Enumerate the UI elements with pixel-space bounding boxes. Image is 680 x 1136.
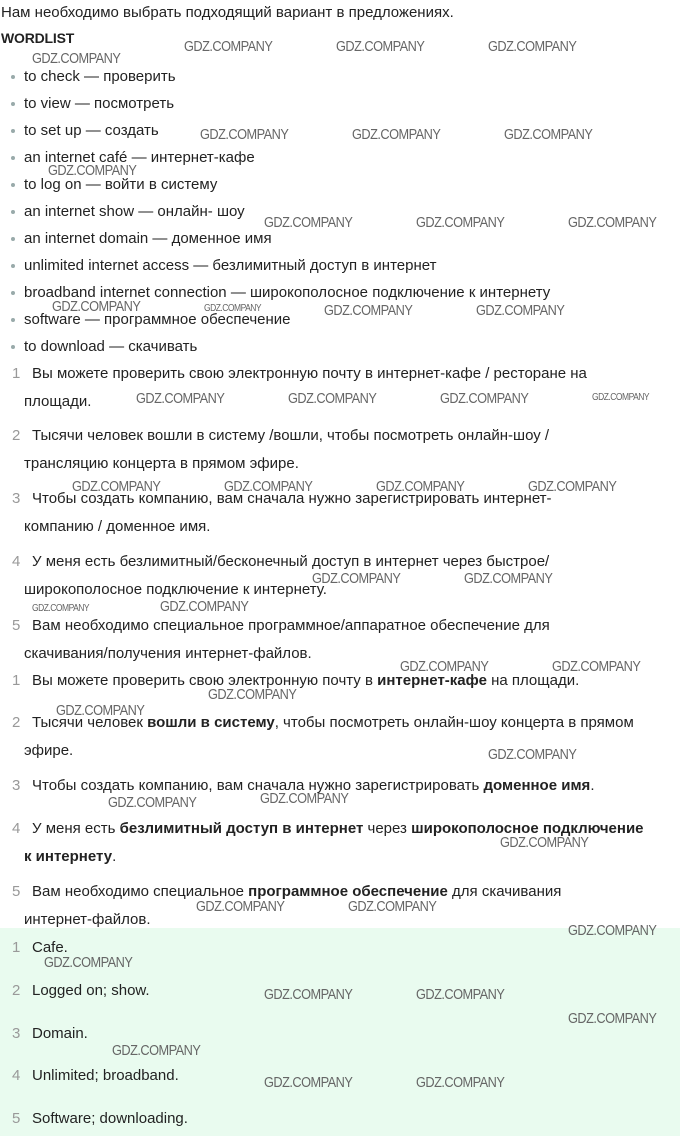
watermark: GDZ.COMPANY [348, 898, 437, 915]
wordlist-item [11, 203, 245, 220]
item-number: 2 [12, 427, 21, 444]
watermark: GDZ.COMPANY [196, 898, 285, 915]
watermark: GDZ.COMPANY [264, 214, 353, 231]
item-line: Вам необходимо специальное программное/аппаратное обеспечение для [32, 617, 550, 634]
wordlist-item-text: to check — проверить [24, 68, 176, 85]
exercise-item [12, 360, 680, 416]
watermark: GDZ.COMPANY [336, 38, 425, 55]
watermark: GDZ.COMPANY [264, 1074, 353, 1091]
watermark: GDZ.COMPANY [44, 954, 133, 971]
item-line: скачивания/получения интернет-файлов. [24, 645, 312, 662]
item-line: широкополосное подключение к интернету. [24, 581, 327, 598]
watermark: GDZ.COMPANY [136, 390, 225, 407]
watermark: GDZ.COMPANY [488, 746, 577, 763]
bullet-icon [11, 264, 15, 268]
item-number: 3 [12, 1025, 21, 1042]
sentence-part: интернет-файлов. [24, 911, 151, 928]
watermark: GDZ.COMPANY [52, 298, 141, 315]
bullet-icon [11, 210, 15, 214]
wordlist-item-text: to download — скачивать [24, 338, 198, 355]
watermark: GDZ.COMPANY [416, 986, 505, 1003]
watermark: GDZ.COMPANY [552, 658, 641, 675]
bullet-icon [11, 75, 15, 79]
item-number: 5 [12, 1110, 21, 1127]
item-number: 1 [12, 365, 21, 382]
item-number: 4 [12, 553, 21, 570]
wordlist-item [11, 68, 176, 85]
bullet-icon [11, 183, 15, 187]
wordlist-item-text: an internet show — онлайн- шоу [24, 203, 245, 220]
sentence-part: , чтобы посмотреть онлайн-шоу концерта в прямом [274, 714, 634, 731]
item-number: 3 [12, 777, 21, 794]
bullet-icon [11, 102, 15, 106]
sentence-part: на площади. [486, 672, 580, 689]
answer-highlight: доменное имя [483, 777, 591, 794]
watermark: GDZ.COMPANY [568, 922, 657, 939]
bullet-icon [11, 345, 15, 349]
watermark: GDZ.COMPANY [476, 302, 565, 319]
item-number: 2 [12, 982, 21, 999]
watermark: GDZ.COMPANY [528, 478, 617, 495]
watermark: GDZ.COMPANY [224, 478, 313, 495]
watermark: GDZ.COMPANY [108, 794, 197, 811]
wordlist-item-text: unlimited internet access — безлимитный доступ в интернет [24, 257, 437, 274]
exercise-item [12, 422, 680, 478]
wordlist-item-text: an internet café — интернет-кафе [24, 149, 255, 166]
item-number: 4 [12, 820, 21, 837]
bullet-icon [11, 129, 15, 133]
item-number: 5 [12, 617, 21, 634]
item-number: 5 [12, 883, 21, 900]
item-number: 1 [12, 939, 21, 956]
item-line: Чтобы создать компанию, вам сначала нужно зарегистрировать интернет- [32, 490, 552, 507]
item-line: площади. [24, 393, 92, 410]
watermark: GDZ.COMPANY [264, 986, 353, 1003]
bullet-icon [11, 291, 15, 295]
watermark: GDZ.COMPANY [568, 1010, 657, 1027]
watermark: GDZ.COMPANY [440, 390, 529, 407]
answer-text: Unlimited; broadband. [32, 1067, 179, 1084]
wordlist-item-text: to log on — войти в систему [24, 176, 218, 193]
answer-text: Cafe. [32, 939, 68, 956]
watermark: GDZ.COMPANY [352, 126, 441, 143]
answer-text: Domain. [32, 1025, 88, 1042]
answer-highlight: программное обеспечение [248, 883, 448, 900]
answer-text: Logged on; show. [32, 982, 150, 999]
answer-item [12, 1024, 88, 1044]
sentence-part: . [112, 848, 117, 865]
bullet-icon [11, 237, 15, 241]
intro-text: Нам необходимо выбрать подходящий вариант в предложениях. [1, 4, 454, 21]
watermark: GDZ.COMPANY [32, 50, 121, 67]
item-number: 1 [12, 672, 21, 689]
watermark: GDZ.COMPANY [416, 214, 505, 231]
sentence-part: Тысячи человек [32, 714, 148, 731]
wordlist-item-text: to set up — создать [24, 122, 159, 139]
sentence-part: Вам необходимо специальное [32, 883, 249, 900]
watermark: GDZ.COMPANY [312, 570, 401, 587]
watermark: GDZ.COMPANY [568, 214, 657, 231]
watermark: GDZ.COMPANY [204, 303, 262, 314]
watermark: GDZ.COMPANY [112, 1042, 201, 1059]
watermark: GDZ.COMPANY [48, 162, 137, 179]
sentence-part: . [590, 777, 595, 794]
sentence-part: У меня есть [32, 820, 120, 837]
watermark: GDZ.COMPANY [500, 834, 589, 851]
item-number: 2 [12, 714, 21, 731]
watermark: GDZ.COMPANY [504, 126, 593, 143]
answer-highlight: интернет-кафе [377, 672, 487, 689]
answer-highlight: к интернету [24, 848, 113, 865]
watermark: GDZ.COMPANY [260, 790, 349, 807]
watermark: GDZ.COMPANY [288, 390, 377, 407]
watermark: GDZ.COMPANY [184, 38, 273, 55]
wordlist-title: WORDLIST [1, 30, 75, 46]
wordlist-item-text: to view — посмотреть [24, 95, 175, 112]
answer-item [12, 1066, 179, 1086]
wordlist-item-text: an internet domain — доменное имя [24, 230, 272, 247]
watermark: GDZ.COMPANY [416, 1074, 505, 1091]
item-line: Вы можете проверить свою электронную почту в интернет-кафе / ресторане на [32, 365, 587, 382]
answer-text: Software; downloading. [32, 1110, 188, 1127]
bullet-icon [11, 318, 15, 322]
sentence-part: для скачивания [447, 883, 562, 900]
watermark: GDZ.COMPANY [160, 598, 249, 615]
wordlist-item [11, 338, 197, 355]
watermark: GDZ.COMPANY [400, 658, 489, 675]
sentence-part: Чтобы создать компанию, вам сначала нужно зарегистрировать [32, 777, 484, 794]
watermark: GDZ.COMPANY [488, 38, 577, 55]
sentence-part: Вы можете проверить свою электронную почту в [32, 672, 378, 689]
wordlist-item [11, 95, 174, 112]
sentence-part: эфире. [24, 742, 74, 759]
watermark: GDZ.COMPANY [200, 126, 289, 143]
watermark: GDZ.COMPANY [464, 570, 553, 587]
watermark: GDZ.COMPANY [72, 478, 161, 495]
sentence-part: через [363, 820, 412, 837]
item-line: компанию / доменное имя. [24, 518, 211, 535]
answer-item [12, 1109, 188, 1129]
watermark: GDZ.COMPANY [208, 686, 297, 703]
wordlist-item [11, 257, 436, 274]
bullet-icon [11, 156, 15, 160]
watermark: GDZ.COMPANY [32, 603, 90, 614]
wordlist-item-text: broadband internet connection — широкополосное подключение к интернету [24, 284, 551, 301]
watermark: GDZ.COMPANY [592, 392, 650, 403]
watermark: GDZ.COMPANY [56, 702, 145, 719]
answer-item [12, 981, 150, 1001]
answer-highlight: вошли в систему [147, 714, 275, 731]
watermark: GDZ.COMPANY [376, 478, 465, 495]
wordlist-item-text: software — программное обеспечение [24, 311, 291, 328]
item-line: У меня есть безлимитный/бесконечный доступ в интернет через быстрое/ [32, 553, 550, 570]
answer-highlight: широкополосное подключение [411, 820, 644, 837]
item-number: 3 [12, 490, 21, 507]
answer-highlight: безлимитный доступ в интернет [119, 820, 364, 837]
item-line: трансляцию концерта в прямом эфире. [24, 455, 299, 472]
item-line: Тысячи человек вошли в систему /вошли, чтобы посмотреть онлайн-шоу / [32, 427, 550, 444]
wordlist-item [11, 122, 159, 139]
wordlist-item [11, 230, 272, 247]
item-number: 4 [12, 1067, 21, 1084]
watermark: GDZ.COMPANY [324, 302, 413, 319]
